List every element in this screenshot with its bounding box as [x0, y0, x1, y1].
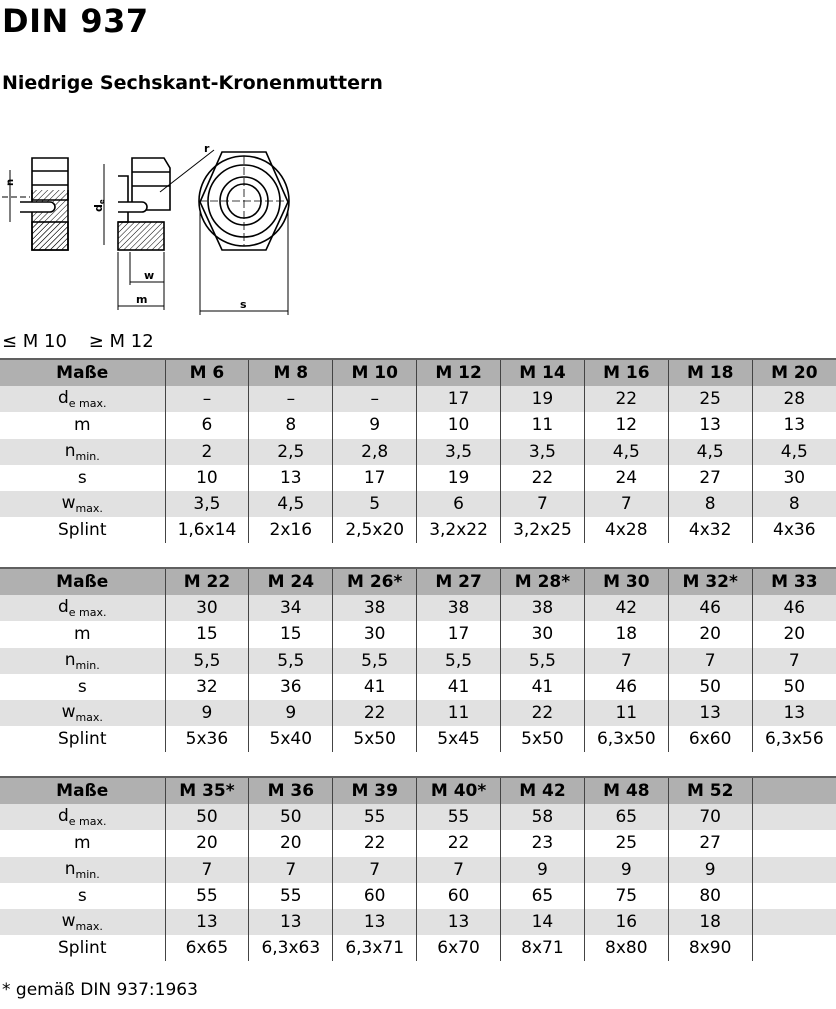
table-row-splint	[0, 935, 836, 961]
table-cell: 55	[417, 804, 501, 830]
table-cell: 38	[501, 595, 585, 621]
table-cell: 30	[501, 621, 585, 647]
row-label	[0, 883, 165, 909]
size-header: M 12	[417, 359, 501, 386]
table-row-de	[0, 386, 836, 412]
table-header-row	[0, 568, 836, 595]
table-cell: 6x60	[668, 726, 752, 752]
table-cell: 5,5	[333, 648, 417, 674]
size-header: M 20	[752, 359, 836, 386]
table-row-w	[0, 491, 836, 517]
size-header: M 35*	[165, 777, 249, 804]
row-label	[0, 412, 165, 438]
table-cell: 9	[333, 412, 417, 438]
table-cell: 30	[333, 621, 417, 647]
table-cell: 7	[165, 857, 249, 883]
size-header: M 52	[668, 777, 752, 804]
table-cell	[752, 883, 836, 909]
size-header: M 16	[584, 359, 668, 386]
table-cell: 22	[417, 830, 501, 856]
label-w: w	[144, 269, 155, 282]
table-cell: 14	[501, 909, 585, 935]
table-cell: 2,8	[333, 439, 417, 465]
row-label	[0, 909, 165, 935]
table-cell: 3,5	[501, 439, 585, 465]
table-cell: 22	[501, 465, 585, 491]
table-cell: 8	[668, 491, 752, 517]
table-cell: 60	[333, 883, 417, 909]
row-label-main: m	[73, 415, 91, 436]
row-label-sub: max.	[75, 920, 103, 934]
table-cell	[752, 935, 836, 961]
table-cell: 19	[501, 386, 585, 412]
table-cell: 7	[333, 857, 417, 883]
table-cell: 6,3x71	[333, 935, 417, 961]
size-header: M 36	[249, 777, 333, 804]
table-cell: 13	[417, 909, 501, 935]
size-header: M 48	[584, 777, 668, 804]
table-cell: 41	[501, 674, 585, 700]
table-cell: 41	[417, 674, 501, 700]
table-cell: –	[249, 386, 333, 412]
dimension-table-1	[0, 358, 836, 543]
table-cell: 17	[417, 621, 501, 647]
table-cell: 11	[501, 412, 585, 438]
table-cell: 2,5	[249, 439, 333, 465]
table-cell: 5x50	[501, 726, 585, 752]
size-header: M 27	[417, 568, 501, 595]
table-cell: 4,5	[668, 439, 752, 465]
table-cell: 6,3x50	[584, 726, 668, 752]
table-cell: 32	[165, 674, 249, 700]
table-cell: 22	[333, 700, 417, 726]
table-cell: 17	[333, 465, 417, 491]
table-cell: 24	[584, 465, 668, 491]
table-cell: 18	[584, 621, 668, 647]
table-cell: 27	[668, 830, 752, 856]
row-label	[0, 386, 165, 412]
table-cell: 7	[668, 648, 752, 674]
row-label-main: d	[57, 388, 69, 409]
table-cell: 80	[668, 883, 752, 909]
table-cell: 5x40	[249, 726, 333, 752]
size-header: M 14	[501, 359, 585, 386]
row-label-main: Splint	[58, 729, 107, 750]
table-cell: 41	[333, 674, 417, 700]
table-cell: 7	[501, 491, 585, 517]
range-labels	[2, 331, 170, 352]
row-label-main: n	[64, 858, 76, 879]
table-cell: 20	[249, 830, 333, 856]
label-de: de	[92, 199, 106, 212]
row-label	[0, 517, 165, 543]
dimension-table-3	[0, 776, 836, 961]
table-cell: 20	[668, 621, 752, 647]
table-row-s	[0, 883, 836, 909]
table-cell: 8x90	[668, 935, 752, 961]
table-cell: 5,5	[501, 648, 585, 674]
size-header: M 6	[165, 359, 249, 386]
table-cell: 38	[333, 595, 417, 621]
table-row-n	[0, 857, 836, 883]
table-cell: 55	[333, 804, 417, 830]
table-row-s	[0, 674, 836, 700]
table-cell: 4,5	[249, 491, 333, 517]
table-cell: 75	[584, 883, 668, 909]
table-cell: 4,5	[752, 439, 836, 465]
table-cell: 50	[165, 804, 249, 830]
table-cell: 22	[584, 386, 668, 412]
table-cell: 20	[165, 830, 249, 856]
table-cell: 7	[417, 857, 501, 883]
table-cell: 6	[417, 491, 501, 517]
table-cell: 5x36	[165, 726, 249, 752]
size-header: M 28*	[501, 568, 585, 595]
table-cell: 6,3x63	[249, 935, 333, 961]
table-cell: 7	[584, 491, 668, 517]
table-row-n	[0, 439, 836, 465]
table-cell: 6x70	[417, 935, 501, 961]
size-header: M 18	[668, 359, 752, 386]
table-cell: 34	[249, 595, 333, 621]
table-cell: 10	[417, 412, 501, 438]
table-cell: 3,5	[165, 491, 249, 517]
header-label: Maße	[0, 359, 165, 386]
row-label	[0, 621, 165, 647]
table-cell: 22	[501, 700, 585, 726]
table-cell: 25	[668, 386, 752, 412]
table-cell: 13	[752, 412, 836, 438]
technical-drawing	[0, 130, 300, 330]
row-label-main: w	[61, 911, 76, 932]
table-cell: 46	[668, 595, 752, 621]
table-cell: 60	[417, 883, 501, 909]
table-cell: 65	[584, 804, 668, 830]
table-cell: 4,5	[584, 439, 668, 465]
table-cell	[752, 857, 836, 883]
table-cell: 6x65	[165, 935, 249, 961]
table-cell: 30	[752, 465, 836, 491]
table-cell: 55	[165, 883, 249, 909]
row-label-sub: e max.	[68, 606, 107, 620]
label-m: m	[136, 293, 148, 306]
row-label	[0, 648, 165, 674]
table-row-de	[0, 804, 836, 830]
table-cell: 8	[249, 412, 333, 438]
size-header: M 24	[249, 568, 333, 595]
table-cell: 5x45	[417, 726, 501, 752]
table-cell: 23	[501, 830, 585, 856]
header-label: Maße	[0, 568, 165, 595]
table-cell: 2,5x20	[333, 517, 417, 543]
table-cell: –	[165, 386, 249, 412]
page-title: DIN 937	[2, 2, 149, 40]
row-label-main: n	[64, 440, 76, 461]
size-header: M 22	[165, 568, 249, 595]
row-label-sub: max.	[75, 502, 103, 516]
table-cell: 13	[668, 700, 752, 726]
table-header-row	[0, 777, 836, 804]
label-s: s	[240, 298, 247, 311]
table-cell: 5,5	[249, 648, 333, 674]
table-cell: 11	[584, 700, 668, 726]
table-cell: 13	[249, 465, 333, 491]
table-header-row	[0, 359, 836, 386]
table-cell: 19	[417, 465, 501, 491]
table-cell: 6	[165, 412, 249, 438]
table-row-splint	[0, 726, 836, 752]
row-label-sub: e max.	[68, 397, 107, 411]
row-label-sub: e max.	[68, 815, 107, 829]
range-label-large: ≥ M 12	[88, 331, 154, 352]
table-cell: 7	[752, 648, 836, 674]
table-cell: 2	[165, 439, 249, 465]
dimension-table-2	[0, 567, 836, 752]
row-label	[0, 674, 165, 700]
table-cell: 5	[333, 491, 417, 517]
row-label	[0, 935, 165, 961]
row-label-main: s	[77, 676, 87, 697]
row-label-sub: max.	[75, 711, 103, 725]
table-cell: 22	[333, 830, 417, 856]
table-cell: 13	[668, 412, 752, 438]
table-cell: 4x28	[584, 517, 668, 543]
row-label-main: n	[64, 649, 76, 670]
footnote: * gemäß DIN 937:1963	[2, 980, 198, 1000]
table-cell: 42	[584, 595, 668, 621]
range-label-small: ≤ M 10	[2, 331, 67, 352]
table-cell: 13	[165, 909, 249, 935]
table-cell: 18	[668, 909, 752, 935]
row-label-main: w	[61, 493, 76, 514]
table-row-m	[0, 621, 836, 647]
row-label	[0, 439, 165, 465]
table-cell: 50	[668, 674, 752, 700]
table-cell: 8	[752, 491, 836, 517]
table-cell: 6,3x56	[752, 726, 836, 752]
table-cell: 5x50	[333, 726, 417, 752]
table-cell: 3,5	[417, 439, 501, 465]
size-header: M 26*	[333, 568, 417, 595]
size-header: M 8	[249, 359, 333, 386]
size-header: M 33	[752, 568, 836, 595]
size-header: M 40*	[417, 777, 501, 804]
row-label-main: d	[57, 597, 69, 618]
table-cell: 4x36	[752, 517, 836, 543]
table-cell: 9	[501, 857, 585, 883]
row-label-main: m	[73, 624, 91, 645]
table-row-s	[0, 465, 836, 491]
label-r: r	[204, 142, 210, 155]
table-cell: 36	[249, 674, 333, 700]
table-cell: 55	[249, 883, 333, 909]
table-cell: 58	[501, 804, 585, 830]
table-cell: 9	[668, 857, 752, 883]
row-label-main: s	[77, 467, 87, 488]
table-cell: 11	[417, 700, 501, 726]
row-label	[0, 595, 165, 621]
table-cell: 7	[584, 648, 668, 674]
table-cell: 8x80	[584, 935, 668, 961]
table-cell: 13	[333, 909, 417, 935]
row-label-main: s	[77, 885, 87, 906]
table-row-m	[0, 412, 836, 438]
row-label	[0, 726, 165, 752]
row-label-sub: min.	[75, 658, 100, 672]
header-label: Maße	[0, 777, 165, 804]
table-cell: 20	[752, 621, 836, 647]
table-cell: 46	[752, 595, 836, 621]
side-view-large-nut	[104, 150, 214, 310]
row-label	[0, 700, 165, 726]
table-cell: 70	[668, 804, 752, 830]
size-header	[752, 777, 836, 804]
table-cell: 65	[501, 883, 585, 909]
row-label-main: d	[57, 806, 69, 827]
row-label-main: w	[61, 702, 76, 723]
size-header: M 39	[333, 777, 417, 804]
table-row-m	[0, 830, 836, 856]
row-label	[0, 465, 165, 491]
table-cell: 9	[249, 700, 333, 726]
table-cell: 10	[165, 465, 249, 491]
table-cell: 3,2x22	[417, 517, 501, 543]
table-cell: 9	[165, 700, 249, 726]
row-label-main: Splint	[58, 938, 107, 959]
size-header: M 30	[584, 568, 668, 595]
table-cell: 50	[249, 804, 333, 830]
row-label	[0, 804, 165, 830]
row-label-main: m	[73, 833, 91, 854]
table-row-splint	[0, 517, 836, 543]
table-cell: 50	[752, 674, 836, 700]
table-cell	[752, 804, 836, 830]
table-cell: 30	[165, 595, 249, 621]
table-row-w	[0, 700, 836, 726]
table-cell: 1,6x14	[165, 517, 249, 543]
table-row-de	[0, 595, 836, 621]
label-n: n	[5, 178, 16, 186]
table-cell: 13	[752, 700, 836, 726]
table-cell: 2x16	[249, 517, 333, 543]
table-row-w	[0, 909, 836, 935]
row-label-sub: min.	[75, 449, 100, 463]
table-cell: 38	[417, 595, 501, 621]
table-cell	[752, 909, 836, 935]
top-view-hexagon	[199, 152, 289, 315]
table-cell: 12	[584, 412, 668, 438]
side-view-small-nut	[2, 158, 68, 250]
table-cell: 25	[584, 830, 668, 856]
table-cell: 27	[668, 465, 752, 491]
table-cell: 8x71	[501, 935, 585, 961]
table-cell: 17	[417, 386, 501, 412]
table-cell: 3,2x25	[501, 517, 585, 543]
table-cell: –	[333, 386, 417, 412]
table-cell: 15	[249, 621, 333, 647]
table-cell: 5,5	[417, 648, 501, 674]
table-row-n	[0, 648, 836, 674]
table-cell: 5,5	[165, 648, 249, 674]
row-label	[0, 830, 165, 856]
table-cell: 13	[249, 909, 333, 935]
size-header: M 10	[333, 359, 417, 386]
page-subtitle: Niedrige Sechskant-Kronenmuttern	[2, 72, 383, 94]
row-label-main: Splint	[58, 520, 107, 541]
row-label	[0, 491, 165, 517]
row-label	[0, 857, 165, 883]
table-cell: 16	[584, 909, 668, 935]
row-label-sub: min.	[75, 867, 100, 881]
size-header: M 32*	[668, 568, 752, 595]
table-cell: 9	[584, 857, 668, 883]
size-header: M 42	[501, 777, 585, 804]
table-cell: 28	[752, 386, 836, 412]
table-cell: 15	[165, 621, 249, 647]
table-cell: 4x32	[668, 517, 752, 543]
table-cell	[752, 830, 836, 856]
table-cell: 7	[249, 857, 333, 883]
table-cell: 46	[584, 674, 668, 700]
